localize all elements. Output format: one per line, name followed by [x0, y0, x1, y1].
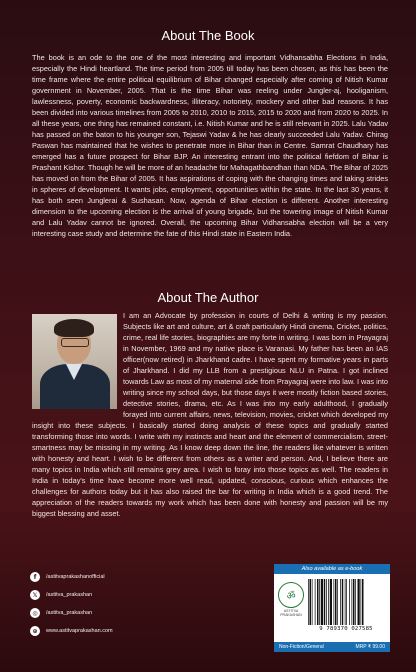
publisher-name: ASTITVA PRAKASHAN [280, 609, 302, 617]
social-instagram[interactable] [30, 604, 250, 622]
about-author-text: I am an Advocate by profession in courts of Delhi & writing is my passion. Subjects like art and culture, art & craft particularly Hindi cinema, Cricket, politics, crime, real life stories, biographies are my forte in writing. I was born in Prayagraj in November, 1969 and my native place is Varanasi. My father has been an IAS officer(now retired) in Jharkhand cadre. I have spent my formative years in parts of Jharkhand. I did my LLB from a prestigious NLU in Patna. I got inclined towards Law as most of my maternal side from Prayagraj were into law. I was into writing since my school days, but those days it were mostly fiction based stories, detective stories, drama, etc. As I was into my early adulthood, I gradually forayed into current affairs, news, television, movies, cricket which developed my insight into these subjects. I basically started doing analysis of these topics and gradually started transforming those into words. I write with my instincts and heart and the element of commercialism, street-smartness may be missing in my writing. As I know deep down the line, the readers like whatever is written with honesty and heart. I wish to be different from others as a writer and person. And, I believe there are many topics in India which still remains grey area. I wish to foray into those topics as well. The readers in India in today's time have become more well read, updated, conscious, curious which enhances the challenges for authors today but it has also raised the bar for writing in India which is a good trend. The appreciation of the readers towards my work which has been done with honesty and passion will be my biggest blessing and asset. [32, 311, 388, 518]
about-book-title: About The Book [161, 28, 255, 43]
barcode-stripe [361, 579, 362, 625]
globe-icon: ⊕ [30, 626, 40, 636]
barcode-stripe [346, 579, 347, 625]
barcode-stripe [324, 579, 326, 625]
barcode-bars [307, 579, 385, 625]
instagram-icon: ◎ [30, 608, 40, 618]
social-facebook[interactable] [30, 568, 250, 586]
barcode-stripe [353, 579, 355, 625]
price-label: MRP ₹ 99.00 [355, 644, 385, 650]
barcode-stripe [349, 579, 350, 625]
social-label: /astitva_prakashan [46, 592, 93, 598]
social-website[interactable] [30, 622, 250, 640]
social-label: /astitvaprakashanofficial [46, 574, 105, 580]
social-x[interactable] [30, 586, 250, 604]
barcode-stripe [342, 579, 344, 625]
barcode-stripe [337, 579, 338, 625]
about-book-text: The book is an ode to the one of the most interesting and important Vidhansabha Elections in India, especially the Hindi heartland. The time period from 2005 till today has been chosen, as this has been the time frame where the entire political equilibrium of Bihar changed especially after coming of Nitish Kumar government in November, 2005. That is the time Bihar was reeling under Jungler-aj, hooliganism, lawlessness, poverty, economic backwardness, illiteracy, notoriety, mockery and other bad reasons. It has been divided into various timelines from 2005 to 2010, 2010 to 2015, 2015 to 2020 and from 2020 to 2025. In all these years, one thing has remained constant, i.e. Nitish Kumar and he is still relevant in 2025. Lalu Yadav has passed on the baton to his younger son, Tejaswi Yadav & he has clearly succeeded Lalu Yadav. Chirag Paswan has maintained that he wishes to penetrate more in Bihar than in Centre. Samrat Chaudhary has emerged has a future prospect for Bihar BJP. An interesting entrant into the political fiefdom of Bihar is Prashant Kishor. Though he will be more of an headache for Mahagathbandhan than NDA. The Bihar of 2025 has moved on from the Bihar of 2005. It has aspirations of coping with the changing times and taking strides in spheres of development. It wants jobs, employment, opportunities within the state. In the last 30 years, it has both seen Junglerai & Sushasan. Now, agenda of Bihar election is different. Another interesting dimension to the upcoming election is the arrival of young brigade, but the towering image of Nitish Kumar and Lalu Yadav cannot be ignored. Overall, the upcoming Bihar Vidhansabha election will be a very interesting case study and determine the fate of this Hindi state in Eastern India. [32, 53, 388, 238]
about-author-section [32, 310, 388, 519]
barcode-stripe [334, 579, 335, 625]
barcode-stripe [326, 579, 327, 625]
barcode-box [274, 564, 390, 652]
barcode-stripe [340, 579, 341, 625]
social-label: /astitva_prakashan [46, 610, 93, 616]
barcode-stripe [352, 579, 353, 625]
barcode-stripe [312, 579, 313, 625]
author-photo [32, 314, 117, 409]
barcode-stripe [310, 579, 312, 625]
barcode-stripe [317, 579, 319, 625]
social-label: www.astitvaprakashan.com [46, 628, 113, 634]
x-icon: 𝕏 [30, 590, 40, 600]
category-label: Non-Fiction/General [279, 644, 324, 650]
barcode-stripe [355, 579, 356, 625]
isbn-number: 9 789370 027585 [319, 626, 373, 632]
category-strip [274, 642, 390, 652]
publisher-logo-icon: ॐ [278, 582, 304, 608]
barcode-stripe [315, 579, 316, 625]
ebook-note: Also available as e-book [274, 564, 390, 574]
barcode-stripe [345, 579, 346, 625]
about-author-title: About The Author [157, 290, 259, 305]
barcode-stripe [335, 579, 337, 625]
barcode-stripe [328, 579, 329, 625]
barcode-stripe [362, 579, 364, 625]
barcode-stripe [308, 579, 309, 625]
barcode-stripe [321, 579, 323, 625]
facebook-icon: f [30, 572, 40, 582]
social-links [30, 568, 250, 640]
barcode-stripe [358, 579, 360, 625]
barcode-stripe [319, 579, 320, 625]
barcode-stripe [330, 579, 332, 625]
